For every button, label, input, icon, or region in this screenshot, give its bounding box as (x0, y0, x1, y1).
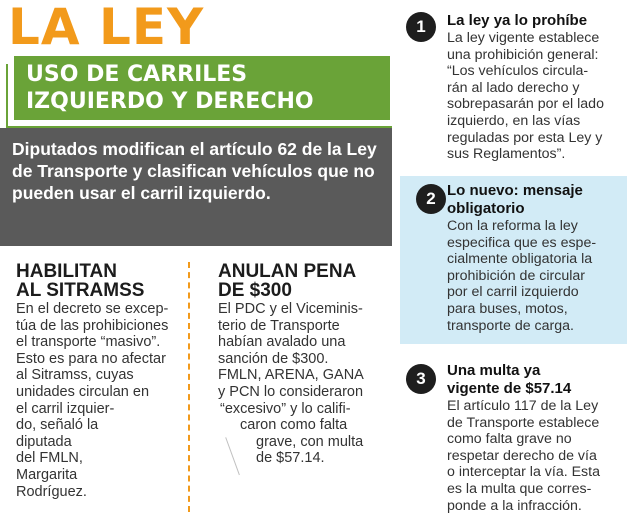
item-2-line: transporte de carga. (447, 317, 574, 334)
item-3-heading-line-2: vigente de $57.14 (447, 380, 572, 397)
item-2-line: Con la reforma la ley (447, 218, 578, 234)
item-3-heading-line-1: Una multa ya (447, 362, 541, 379)
item-2-line: por el carril izquierdo (447, 284, 579, 301)
number-badge-1: 1 (406, 12, 436, 42)
item-3-line: o interceptar la vía. Esta (447, 464, 600, 481)
item-1-line: sus Reglamentos”. (447, 146, 566, 163)
item-1-line: izquierdo, en las vías (447, 112, 581, 129)
left-line: do, señaló la (16, 417, 99, 434)
item-2 (447, 182, 619, 334)
left-line: unidades circulan en (16, 383, 150, 400)
item-1-line: “Los vehículos circula- (447, 63, 589, 80)
item-3-line: como falta grave no (447, 431, 572, 448)
middle-heading-line-2: DE $300 (218, 280, 292, 301)
left-line: En el decreto se excep- (16, 301, 169, 317)
item-2-line: prohibición de circular (447, 267, 586, 284)
left-line: diputada (16, 433, 72, 450)
item-3-line: respetar derecho de vía (447, 447, 597, 464)
middle-body (218, 301, 378, 467)
item-2-line: cialmente obligatoria la (447, 251, 593, 268)
item-1-line: rán al lado derecho y (447, 79, 580, 96)
item-3-line: El artículo 117 de la Ley (447, 398, 599, 414)
middle-line: grave, con multa (256, 433, 364, 450)
item-3-line: de Transporte establece (447, 414, 600, 431)
left-heading-line-2: AL SITRAMSS (16, 280, 145, 301)
middle-line: “excesivo” y lo califi- (220, 400, 351, 417)
item-1-body (447, 30, 617, 163)
item-3-body (447, 398, 619, 514)
subtitle-band (14, 56, 390, 120)
middle-line: El PDC y el Viceminis- (218, 301, 363, 317)
left-line: al Sitramss, cuyas (16, 367, 134, 384)
middle-heading-line-1: ANULAN PENA (218, 261, 357, 282)
item-3-line: ponde a la infracción. (447, 497, 582, 514)
lead-band (0, 128, 392, 246)
subtitle-line-2: IZQUIERDO Y DERECHO (26, 89, 314, 114)
middle-line: caron como falta (240, 417, 348, 434)
left-line: Esto es para no afectar (16, 350, 166, 367)
left-line: Rodríguez. (16, 483, 87, 500)
middle-line: de $57.14. (256, 450, 325, 467)
item-2-heading-line-2: obligatorio (447, 200, 525, 217)
left-column (16, 262, 181, 500)
left-line: el carril izquier- (16, 400, 115, 417)
left-body (16, 301, 181, 500)
number-badge-3: 3 (406, 364, 436, 394)
item-1 (447, 12, 617, 163)
subtitle-line-1: USO DE CARRILES (26, 62, 248, 87)
left-line: túa de las prohibiciones (16, 317, 169, 334)
left-line: el transporte “masivo”. (16, 334, 161, 351)
item-3-line: es la multa que corres- (447, 480, 592, 497)
middle-line: terio de Transporte (218, 317, 340, 334)
middle-line: habían avalado una (218, 334, 346, 351)
left-line: Margarita (16, 466, 78, 483)
item-2-line: especifica que es espe- (447, 234, 597, 251)
item-1-line: sobrepasarán por el lado (447, 96, 604, 113)
item-1-heading: La ley ya lo prohíbe (447, 12, 588, 29)
item-2-line: para buses, motos, (447, 300, 568, 317)
item-1-line: una prohibición general: (447, 46, 599, 63)
item-3 (447, 362, 619, 514)
item-1-line: La ley vigente establece (447, 30, 600, 46)
left-heading-line-1: HABILITAN (16, 261, 117, 282)
middle-column (218, 262, 378, 467)
number-badge-2: 2 (416, 184, 446, 214)
item-2-heading-line-1: Lo nuevo: mensaje (447, 182, 583, 199)
item-2-body (447, 218, 619, 334)
column-divider (188, 262, 190, 512)
middle-line: FMLN, ARENA, GANA (218, 367, 364, 384)
item-1-line: reguladas por esta Ley y (447, 129, 603, 146)
lead-text: Diputados modifican el artículo 62 de la Ley de Transporte y clasifican vehículos que no pueden usar el carril izquierdo. (12, 139, 377, 203)
left-line: del FMLN, (16, 450, 83, 467)
page-title: LA LEY (8, 0, 205, 56)
middle-line: y PCN lo consideraron (218, 383, 364, 400)
middle-line: sanción de $300. (218, 350, 329, 367)
